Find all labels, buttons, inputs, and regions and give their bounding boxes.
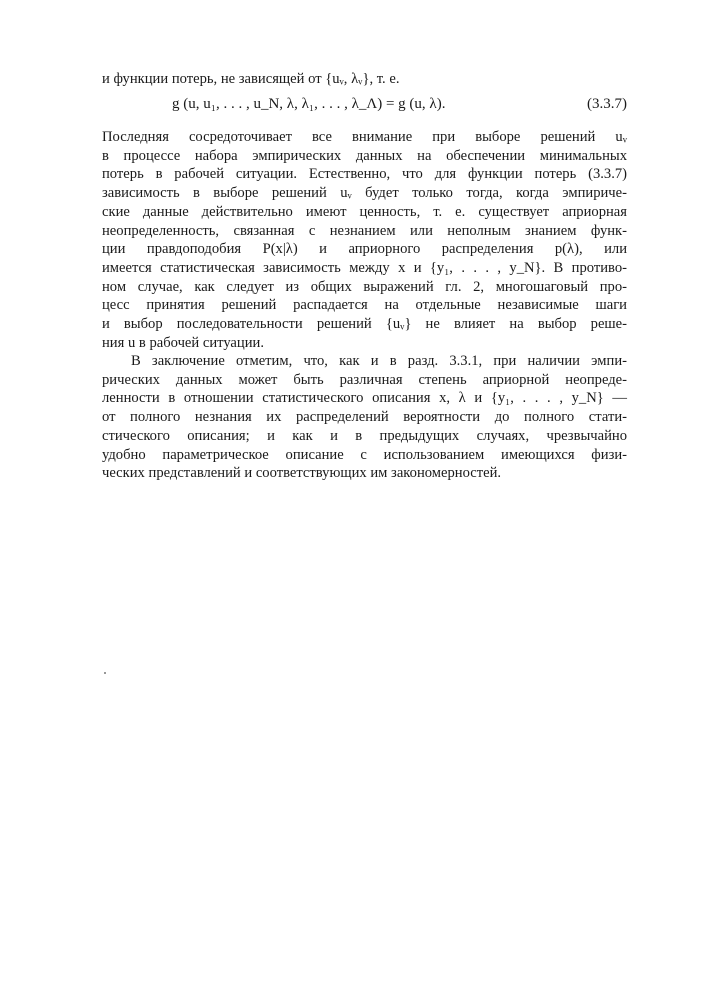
text-line: потерь в рабочей ситуации. Естественно, что для функции потерь (3.3.7) <box>102 166 627 183</box>
text-line: ния u в рабочей ситуации. <box>102 334 264 351</box>
text-line: имеется статистическая зависимость между x и {y₁, . . . , y_N}. В противо- <box>102 259 627 276</box>
paragraph-2 <box>102 352 627 483</box>
text-line: в процессе набора эмпирических данных на обеспечении минимальных <box>102 147 627 164</box>
text-line: стического описания; и как и в предыдущих случаях, чрезвычайно <box>102 427 627 444</box>
text-line: ном случае, как следует из общих выражений гл. 2, многошаговый про- <box>102 278 627 295</box>
text-line: удобно параметрическое описание с использованием имеющихся физи- <box>102 446 627 463</box>
text-line: цесс принятия решений распадается на отдельные независимые шаги <box>102 297 627 314</box>
text-line: зависимость в выборе решений uᵥ будет только тогда, когда эмпириче- <box>102 185 627 202</box>
text-line: Последняя сосредоточивает все внимание при выборе решений uᵥ <box>102 129 627 145</box>
text-line: рических данных может быть различная степень априорной неопреде- <box>102 371 627 388</box>
scan-speck <box>104 672 106 674</box>
equation-body: g (u, u₁, . . . , u_N, λ, λ₁, . . . , λ_Λ) = g (u, λ). <box>172 96 446 112</box>
equation-number: (3.3.7) <box>587 96 627 112</box>
text-line: В заключение отметим, что, как и в разд. 3.3.1, при наличии эмпи- <box>131 353 627 369</box>
text-line: и функции потерь, не зависящей от {uᵥ, λᵥ}, т. е. <box>102 71 400 87</box>
text-line: ленности в отношении статистического описания x, λ и {y₁, . . . , y_N} — <box>102 390 627 407</box>
text-line: и выбор последовательности решений {uᵥ} не влияет на выбор реше- <box>102 316 627 333</box>
text-line: ческих представлений и соответствующих им закономерностей. <box>102 465 502 482</box>
text-line: неопределенность, связанная с незнанием или неполным знанием функ- <box>102 222 627 239</box>
text-before-formula <box>102 70 627 89</box>
paragraph-1 <box>102 128 627 352</box>
text-line: ские данные действительно имеют ценность, т. е. существует априорная <box>102 203 627 220</box>
equation-3-3-7 <box>172 94 627 114</box>
text-line: от полного незнания их распределений вероятности до полного стати- <box>102 409 627 426</box>
text-line: ции правдоподобия P(x|λ) и априорного распределения p(λ), или <box>102 241 627 258</box>
